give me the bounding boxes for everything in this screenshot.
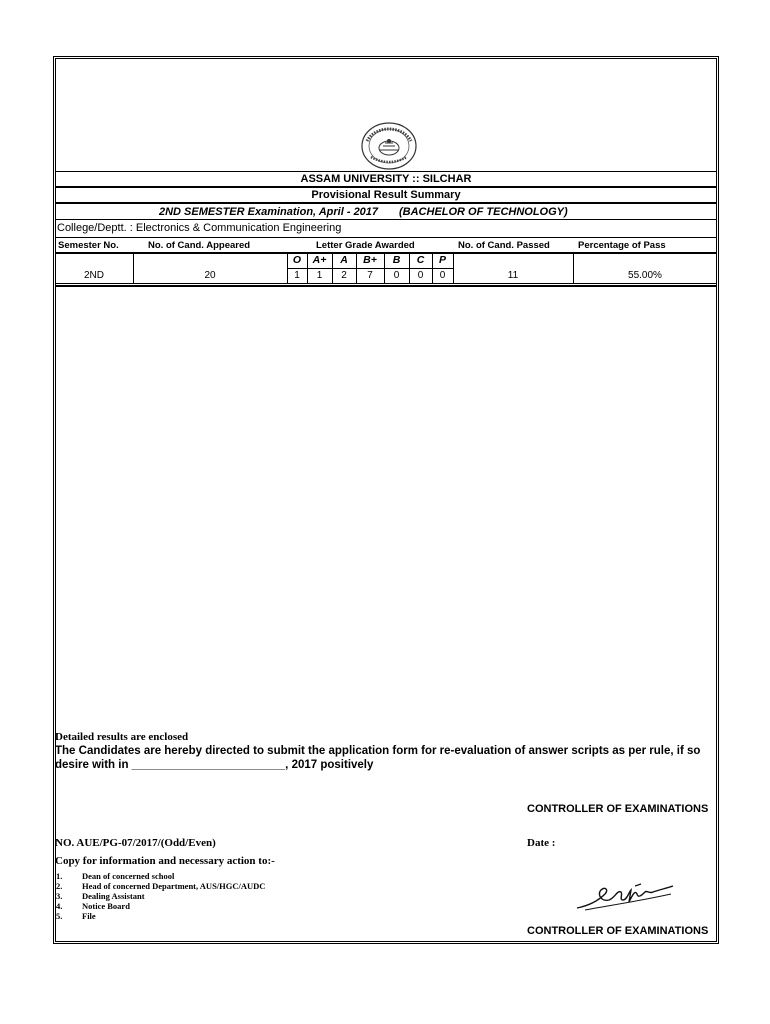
col-appeared: No. of Cand. Appeared: [148, 240, 251, 251]
copy-heading: Copy for information and necessary action to:-: [55, 855, 275, 867]
signature-icon: [575, 880, 675, 914]
program-name: (BACHELOR OF TECHNOLOGY): [399, 206, 568, 218]
table-header-row: [55, 237, 717, 253]
col-passed: No. of Cand. Passed: [458, 240, 550, 251]
college-department: College/Deptt. : Electronics & Communication Engineering: [57, 222, 342, 234]
copy-num: 1.: [56, 871, 63, 881]
appeared-value: 20: [204, 270, 216, 281]
copy-item: File: [82, 911, 96, 921]
exam-line: [55, 203, 717, 220]
passed-value: 11: [507, 270, 519, 281]
semester-value: 2ND: [83, 270, 104, 281]
controller-title-bottom: CONTROLLER OF EXAMINATIONS: [527, 925, 709, 937]
university-name: ASSAM UNIVERSITY :: SILCHAR: [55, 171, 717, 187]
date-label: Date :: [527, 837, 556, 849]
copy-item: Dealing Assistant: [82, 891, 145, 901]
copy-num: 2.: [56, 881, 63, 891]
university-seal-icon: [357, 119, 421, 171]
grade-count: 0: [439, 270, 446, 281]
grade-label: C: [416, 254, 425, 266]
exam-name: 2ND SEMESTER Examination, April - 2017: [159, 206, 379, 218]
report-title: Provisional Result Summary: [55, 187, 717, 203]
copy-item: Dean of concerned school: [82, 871, 175, 881]
grade-divider: [287, 268, 453, 269]
controller-title-top: CONTROLLER OF EXAMINATIONS: [527, 803, 709, 815]
copy-num: 4.: [56, 901, 63, 911]
grade-label: B: [392, 254, 401, 266]
grade-label: A: [340, 254, 348, 266]
copy-item: Head of concerned Department, AUS/HGC/AUDC: [82, 881, 266, 891]
grade-count: 0: [417, 270, 424, 281]
grade-count: 7: [367, 270, 373, 281]
col-percentage: Percentage of Pass: [578, 240, 666, 251]
grade-label: A+: [312, 254, 327, 266]
copy-num: 5.: [56, 911, 63, 921]
grade-count: 1: [316, 270, 323, 281]
reference-number: NO. AUE/PG-07/2017/(Odd/Even): [55, 837, 216, 849]
grade-count: 2: [341, 270, 347, 281]
enclosed-note: Detailed results are enclosed: [55, 731, 189, 743]
grade-label: B+: [363, 254, 377, 266]
copy-num: 3.: [56, 891, 63, 901]
notice-line-2: desire with in ________________________, 2017 positively: [55, 759, 374, 771]
col-grades: Letter Grade Awarded: [316, 240, 415, 251]
percentage-value: 55.00%: [628, 270, 662, 281]
grade-label: O: [292, 254, 302, 266]
table-bottom-rule: [55, 285, 717, 287]
notice-line-1: The Candidates are hereby directed to submit the application form for re-evaluation of answer scripts as per rule, if so: [55, 745, 701, 757]
grade-count: 0: [393, 270, 400, 281]
grade-count: 1: [294, 270, 300, 281]
col-semester: Semester No.: [58, 240, 119, 251]
copy-item: Notice Board: [82, 901, 130, 911]
grade-label: P: [438, 254, 446, 266]
